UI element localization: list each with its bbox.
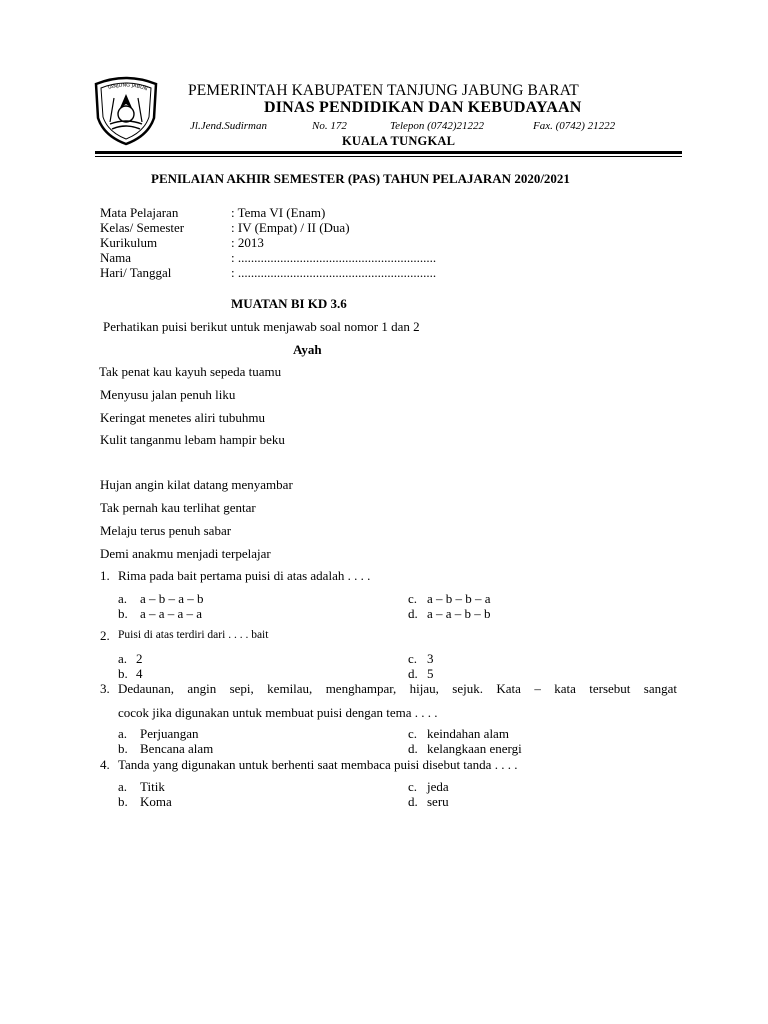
answer-option[interactable]: 4 — [136, 666, 143, 681]
poem-line: Hujan angin kilat datang menyambar — [100, 477, 293, 492]
question-text-continued: cocok jika digunakan untuk membuat puisi dengan tema . . . . — [118, 705, 438, 720]
option-letter: a. — [118, 779, 128, 794]
identity-label: Kurikulum — [100, 235, 158, 250]
government-name: PEMERINTAH KABUPATEN TANJUNG JABUNG BARAT — [188, 82, 579, 99]
poem-line: Melaju terus penuh sabar — [100, 523, 232, 538]
answer-option[interactable]: a – b – a – b — [140, 591, 204, 606]
option-letter: c. — [408, 591, 418, 606]
identity-label: Hari/ Tanggal — [100, 265, 172, 280]
question-text: Tanda yang digunakan untuk berhenti saat membaca puisi disebut tanda . . . . — [118, 757, 518, 772]
answer-option[interactable]: 3 — [427, 651, 434, 666]
question-text: Rima pada bait pertama puisi di atas adalah . . . . — [118, 568, 371, 583]
poem-line: Tak penat kau kayuh sepeda tuamu — [99, 364, 282, 379]
poem-line: Menyusu jalan penuh liku — [100, 387, 236, 402]
option-letter: a. — [118, 591, 128, 606]
question-number: 3. — [100, 681, 110, 696]
answer-option[interactable]: keindahan alam — [427, 726, 509, 741]
identity-label: Nama — [100, 250, 132, 265]
question-number: 2. — [100, 628, 110, 643]
answer-option[interactable]: Titik — [140, 779, 165, 794]
identity-value: : IV (Empat) / II (Dua) — [231, 220, 350, 235]
identity-label: Kelas/ Semester — [100, 220, 185, 235]
regency-logo — [92, 74, 160, 146]
poem-line: Tak pernah kau terlihat gentar — [100, 500, 256, 515]
section-title: MUATAN BI KD 3.6 — [231, 296, 347, 311]
option-letter: a. — [118, 651, 128, 666]
poem-line: Demi anakmu menjadi terpelajar — [100, 546, 271, 561]
phone-number: Telepon (0742)21222 — [390, 120, 485, 132]
question-number: 1. — [100, 568, 110, 583]
option-letter: d. — [408, 741, 418, 756]
option-letter: b. — [118, 666, 128, 681]
option-letter: b. — [118, 794, 128, 809]
city-name: KUALA TUNGKAL — [342, 134, 456, 148]
answer-option[interactable]: kelangkaan energi — [427, 741, 522, 756]
letterhead-rule-thin — [95, 156, 682, 157]
logo-lettering: TANJUNG JABUN — [106, 82, 149, 93]
option-letter: c. — [408, 726, 418, 741]
option-letter: b. — [118, 741, 128, 756]
name-field[interactable]: : ............................................................. — [231, 250, 437, 265]
fax-number: Fax. (0742) 21222 — [533, 120, 616, 132]
answer-option[interactable]: a – a – a – a — [140, 606, 203, 621]
address-number: No. 172 — [312, 120, 347, 132]
date-field[interactable]: : ............................................................. — [231, 265, 437, 280]
poem-line: Kulit tanganmu lebam hampir beku — [100, 432, 285, 447]
answer-option[interactable]: Koma — [140, 794, 172, 809]
answer-option[interactable]: seru — [427, 794, 449, 809]
poem-title: Ayah — [293, 342, 322, 357]
option-letter: c. — [408, 651, 418, 666]
question-number: 4. — [100, 757, 110, 772]
identity-value: : 2013 — [231, 235, 264, 250]
department-name: DINAS PENDIDIKAN DAN KEBUDAYAAN — [264, 99, 582, 116]
answer-option[interactable]: Bencana alam — [140, 741, 214, 756]
option-letter: d. — [408, 666, 418, 681]
poem-line: Keringat menetes aliri tubuhmu — [100, 410, 265, 425]
answer-option[interactable]: jeda — [427, 779, 449, 794]
instruction-text: Perhatikan puisi berikut untuk menjawab soal nomor 1 dan 2 — [103, 319, 420, 334]
option-letter: d. — [408, 606, 418, 621]
question-text: Puisi di atas terdiri dari . . . . bait — [118, 629, 269, 641]
answer-option[interactable]: a – b – b – a — [427, 591, 491, 606]
question-text: Dedaunan, angin sepi, kemilau, menghampar, hijau, sejuk. Kata – kata tersebut sangat — [118, 681, 677, 696]
identity-label: Mata Pelajaran — [100, 205, 179, 220]
address-street: Jl.Jend.Sudirman — [190, 120, 267, 132]
answer-option[interactable]: Perjuangan — [140, 726, 199, 741]
exam-title: PENILAIAN AKHIR SEMESTER (PAS) TAHUN PELAJARAN 2020/2021 — [151, 171, 570, 186]
option-letter: d. — [408, 794, 418, 809]
answer-option[interactable]: 2 — [136, 651, 143, 666]
option-letter: a. — [118, 726, 128, 741]
letterhead-rule-thick — [95, 151, 682, 154]
option-letter: c. — [408, 779, 418, 794]
answer-option[interactable]: a – a – b – b — [427, 606, 491, 621]
identity-value: : Tema VI (Enam) — [231, 205, 326, 220]
option-letter: b. — [118, 606, 128, 621]
answer-option[interactable]: 5 — [427, 666, 434, 681]
